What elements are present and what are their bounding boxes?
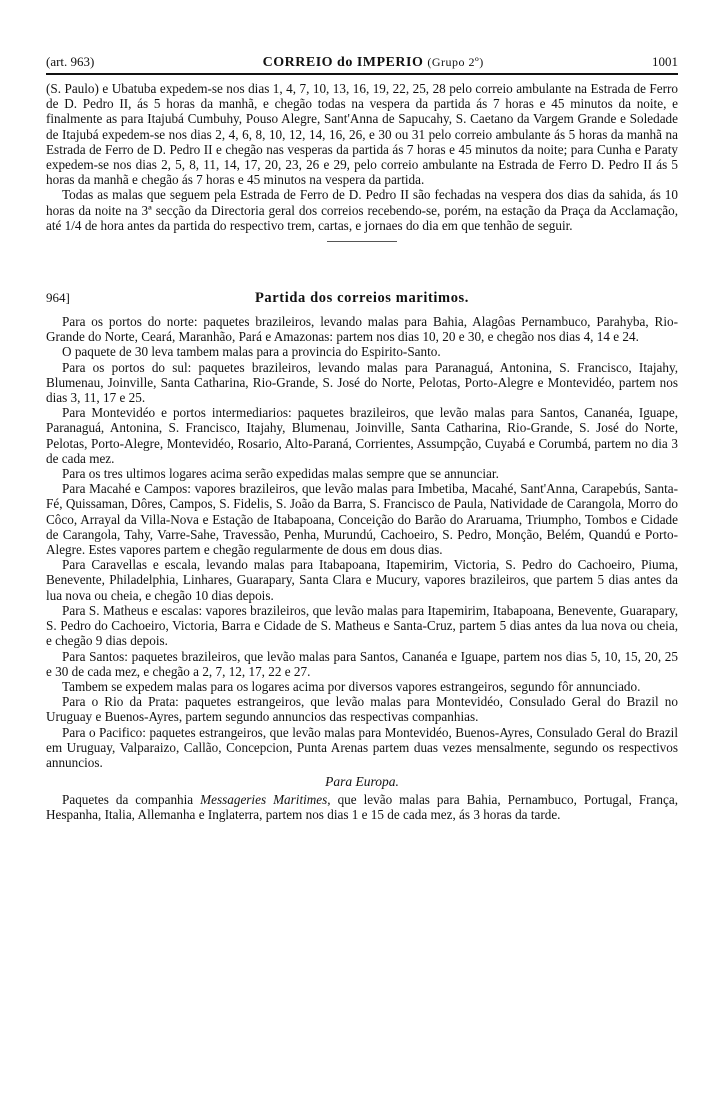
europe-paragraph — [46, 792, 678, 822]
section-paragraph-1: Para os portos do norte: paquetes brazileiros, levando malas para Bahia, Alagôas Pernambuco, Parahyba, Rio-Grande do Norte, Ceará, Maranhão, Pará e Amazonas: partem nos dias 10, 20 e 30, e chegão nos dias 4, 14 e 24. — [46, 314, 678, 345]
section-paragraph-10: Tambem se expedem malas para os logares acima por diversos vapores estrangeiros, segundo fôr annunciado. — [62, 678, 641, 694]
europe-text-before: Paquetes da companhia — [62, 792, 201, 808]
section-heading — [46, 290, 678, 308]
running-title-main: CORREIO do IMPERIO — [262, 55, 424, 70]
section-paragraph-9: Para Santos: paquetes brazileiros, que levão malas para Santos, Cananéa e Iguape, partem nos dias 5, 10, 15, 20, 25 e 30 de cada mez, e chegão a 2, 7, 12, 17, 22 e 27. — [46, 648, 678, 679]
europe-heading: Para Europa. — [325, 774, 399, 790]
running-title — [263, 55, 484, 71]
page-header — [46, 54, 678, 75]
intro-paragraph-1: (S. Paulo) e Ubatuba expedem-se nos dias 1, 4, 7, 10, 13, 16, 19, 22, 25, 28 pelo correio ambulante na Estrada de Ferro de D. Pedro II, ás 5 horas da manhã, e chegão todas na vespera da partida ás 7 horas e 45 minutos da noite, e finalmente as para Itajubá Cumbuhy, Pouso Alegre, Sant'Anna de Sapucahy, S. Caetano da Vargem Grande e Soledade de Itajubá expedem-se nos dias 2, 4, 6, 8, 10, 12, 14, 16, 26, e 30 ou 31 pelo correio ambulante ás 5 horas da manhã na Estrada de Ferro de D. Pedro II e chegão nas vesperas da partida ás 7 horas e 45 minutos da noite; para Cunha e Paraty expedem-se nos dias 2, 5, 8, 11, 14, 17, 20, 23, 26 e 29, pelo correio ambulante na Estrada de Ferro D. Pedro II ás 5 horas da manhã e chegão ás 7 horas e 45 minutos na vespera da partida. — [46, 81, 678, 188]
section-paragraph-6: Para Macahé e Campos: vapores brazileiros, que levão malas para Imbetiba, Macahé, Sant'Anna, Carapebús, Santa-Fé, Quissaman, Dôres, Campos, S. Fidelis, S. João da Barra, S. Francisco de Paula, Natividade de Carangola, Morro do Côco, Arrayal da Villa-Nova e Estação de Itabapoana, Conceição do Barão do Araruama, Triumpho, Tombos e Cidade de Carangola, Tahy, Varre-Sahe, Travessão, Penha, Murundú, Cachoeiro, S. Pedro, Monção, Belém, Quandú e Porto-Alegre. Estes vapores partem e chegão regularmente de dous em dous dias. — [46, 481, 678, 558]
section-title: Partida dos correios maritimos. — [254, 290, 470, 307]
section-paragraph-11: Para o Rio da Prata: paquetes estrangeiros, que levão malas para Montevidéo, Consulado Geral do Brazil no Uruguay e Buenos-Ayres, partem segundo annuncios das respectivas companhias. — [46, 694, 678, 725]
intro-paragraph-2: Todas as malas que seguem pela Estrada de Ferro de D. Pedro II são fechadas na vespera dos dias da sahida, ás 10 horas da noite na 3ª secção da Directoria geral dos correios recebendo-se, porém, na estação da Praça da Acclamação, até 1/4 de hora antes da partida do respectivo trem, cartas, e jornaes do dia em que tenhão de seguir. — [46, 187, 678, 233]
section-paragraph-8: Para S. Matheus e escalas: vapores brazileiros, que levão malas para Itapemirim, Itabapoana, Benevente, Guarapary, S. Pedro do Cachoeiro, Victoria, Barra e Cidade de S. Matheus e Santa-Cruz, partem 5 dias antes da lua nova ou cheia, e chegão 9 dias depois. — [46, 602, 678, 649]
section-paragraph-4: Para Montevidéo e portos intermediarios: paquetes brazileiros, que levão malas para Santos, Cananéa, Iguape, Paranaguá, Antonina, S. Francisco, Itajahy, Blumenau, Joinville, Santa Catharina, Rio-Grande, S. José do Norte, Pelotas, Porto-Alegre, Montevidéo, Rosario, Alto-Paraná, Corrientes, Assumpção, Cuyabá e Corumbá, partem no dia 3 de cada mez. — [46, 405, 678, 466]
europe-company-name: Messageries Maritimes — [200, 792, 328, 808]
section-paragraph-7: Para Caravellas e escala, levando malas para Itabapoana, Itapemirim, Victoria, S. Pedro do Cachoeiro, Piuma, Benevente, Philadelphia, Linhares, Guarapary, Santa Clara e Mucury, vapores brazileiros, que partem 5 dias antes da lua nova ou cheia, e chegão 10 dias depois. — [46, 557, 678, 603]
running-title-group: (Grupo 2º) — [427, 55, 484, 69]
section-paragraph-3: Para os portos do sul: paquetes brazileiros, levando malas para Paranaguá, Antonina, S. Francisco, Itajahy, Blumenau, Joinville, Santa Catharina, Rio-Grande, S. José do Norte, Pelotas, Porto-Alegre e Montevidéo, partem nos dias 3, 11, 17 e 25. — [46, 359, 678, 406]
section-paragraph-5: Para os tres ultimos logares acima serão expedidas malas sempre que se annunciar. — [62, 466, 499, 482]
document-page — [46, 54, 678, 823]
section-number: 964] — [46, 290, 70, 306]
europe-text-after: , que levão malas para Bahia, Pernambuco, Portugal, França, Hespanha, Italia, Allemanha e Inglaterra, partem nos dias 1 e 15 de cada mez, ás 3 horas da tarde. — [46, 792, 679, 823]
section-paragraph-12: Para o Pacifico: paquetes estrangeiros, que levão malas para Montevidéo, Buenos-Ayres, Consulado Geral do Brazil em Uruguay, Valparaizo, Callão, Concepcion, Punta Arenas partem duas vezes mensalmente, segundo os respectivos annuncios. — [46, 724, 678, 770]
article-reference: (art. 963) — [46, 54, 95, 69]
section-separator — [327, 241, 397, 242]
section-paragraph-2: O paquete de 30 leva tambem malas para a provincia do Espirito-Santo. — [62, 344, 441, 360]
page-number: 1001 — [652, 54, 678, 69]
